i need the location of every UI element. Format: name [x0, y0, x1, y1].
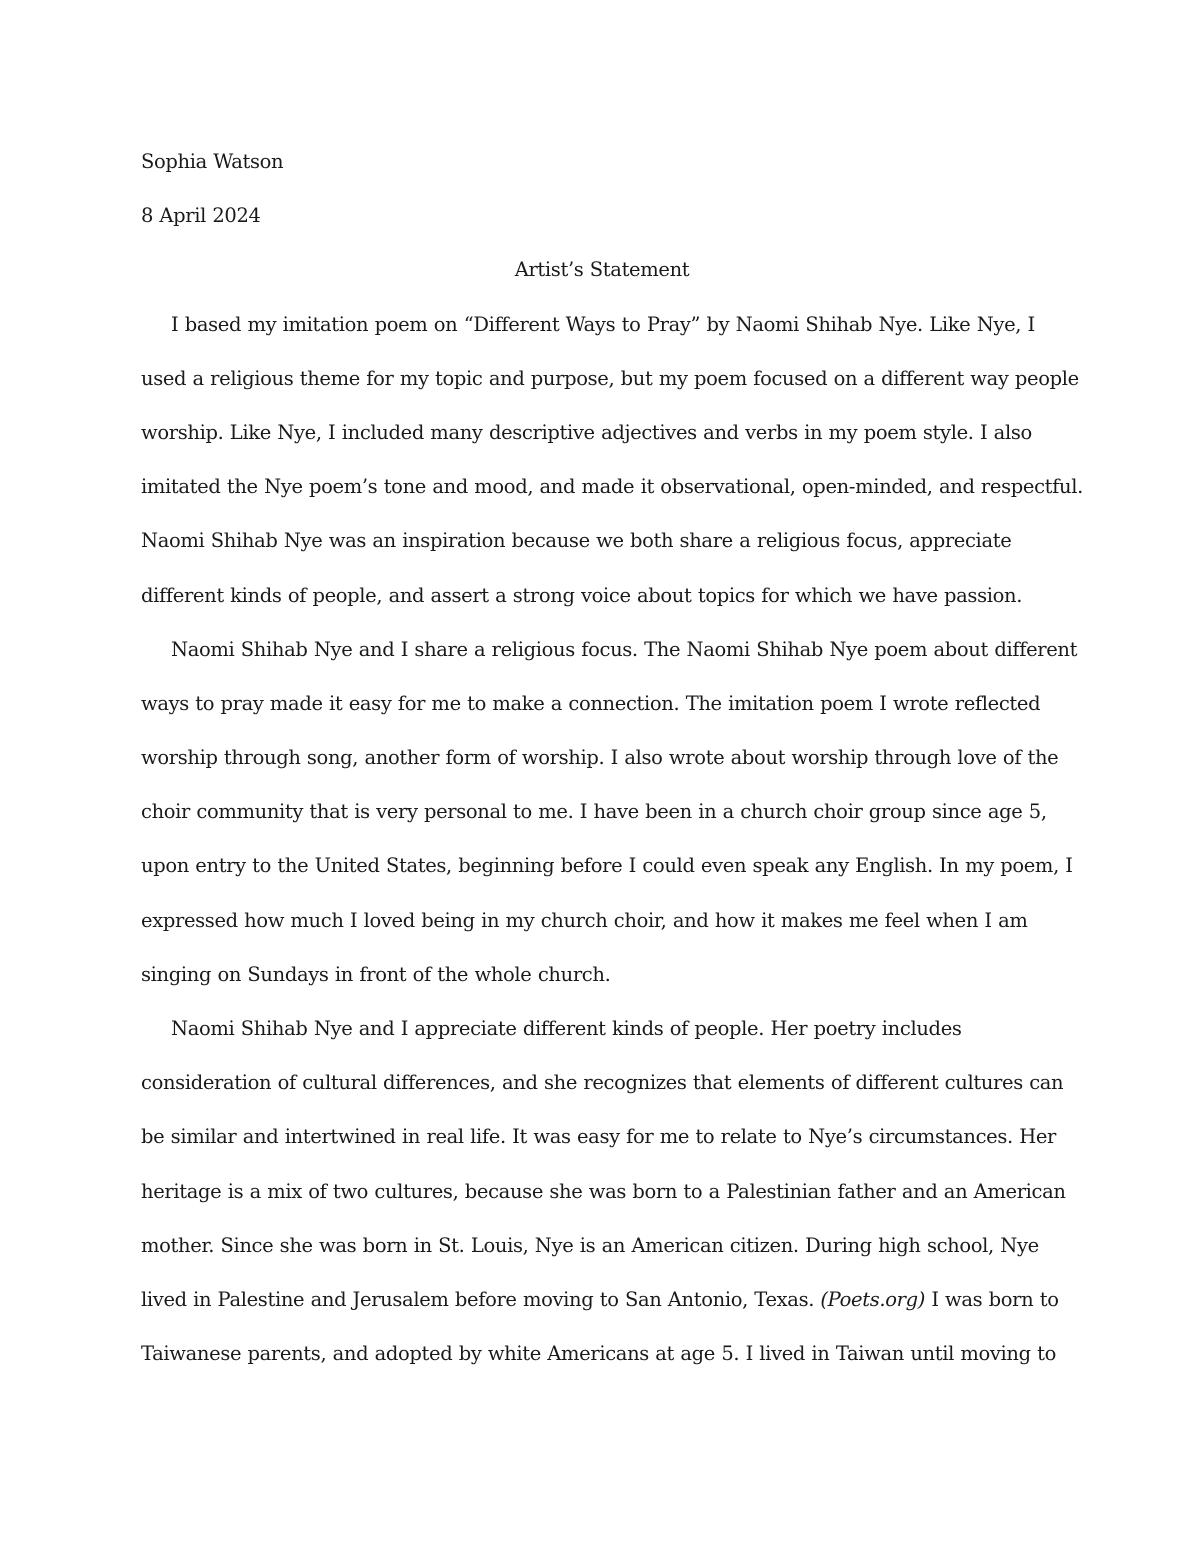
essay-body [141, 135, 1083, 1381]
essay-date: 8 April 2024 [141, 204, 261, 228]
paragraph-3-line-2: consideration of cultural differences, and she recognizes that elements of different cultures can [141, 1071, 1064, 1095]
paragraph-3-line-5: mother. Since she was born in St. Louis, Nye is an American citizen. During high school, Nye [141, 1233, 1039, 1257]
paragraph-1-line-2: used a religious theme for my topic and purpose, but my poem focused on a different way people [141, 366, 1079, 390]
paragraph-3-line-4: heritage is a mix of two cultures, because she was born to a Palestinian father and an American [141, 1179, 1066, 1203]
paragraph-3-line-7: Taiwanese parents, and adopted by white Americans at age 5. I lived in Taiwan until moving to [141, 1342, 1057, 1366]
paragraph-1-line-1: I based my imitation poem on “Different Ways to Pray” by Naomi Shihab Nye. Like Nye, I [171, 312, 1035, 336]
paragraph-1-line-5: Naomi Shihab Nye was an inspiration because we both share a religious focus, appreciate [141, 529, 1012, 553]
citation-poets-org: (Poets.org) [820, 1287, 925, 1311]
paragraph-2-line-5: upon entry to the United States, beginning before I could even speak any English. In my poem, I [141, 854, 1073, 878]
paragraph-3-line-6-before: lived in Palestine and Jerusalem before moving to San Antonio, Texas. [141, 1287, 821, 1311]
author-name: Sophia Watson [141, 150, 284, 173]
paragraph-2-line-6: expressed how much I loved being in my church choir, and how it makes me feel when I am [141, 908, 1028, 932]
paragraph-1-line-3: worship. Like Nye, I included many descriptive adjectives and verbs in my poem style. I also [141, 420, 1032, 444]
essay-title: Artist’s Statement [514, 258, 690, 282]
paragraph-2-line-3: worship through song, another form of worship. I also wrote about worship through love of the [141, 746, 1059, 770]
paragraph-3-line-6 [141, 1273, 1063, 1327]
paragraph-2-line-7: singing on Sundays in front of the whole church. [141, 962, 611, 986]
paragraph-1-line-4: imitated the Nye poem’s tone and mood, and made it observational, open-minded, and respectful. [141, 475, 1083, 499]
paragraph-3-line-3: be similar and intertwined in real life. It was easy for me to relate to Nye’s circumstances. Her [141, 1125, 1057, 1149]
paragraph-2-line-4: choir community that is very personal to me. I have been in a church choir group since age 5, [141, 800, 1047, 824]
paragraph-3-line-1: Naomi Shihab Nye and I appreciate different kinds of people. Her poetry includes [171, 1017, 962, 1040]
paragraph-2-line-2: ways to pray made it easy for me to make a connection. The imitation poem I wrote reflected [141, 691, 1041, 715]
paragraph-2-line-1: Naomi Shihab Nye and I share a religious focus. The Naomi Shihab Nye poem about different [171, 637, 1078, 661]
paragraph-3-line-6-after: I was born to [924, 1287, 1059, 1311]
paragraph-1-line-6: different kinds of people, and assert a strong voice about topics for which we have passion. [141, 583, 1023, 607]
